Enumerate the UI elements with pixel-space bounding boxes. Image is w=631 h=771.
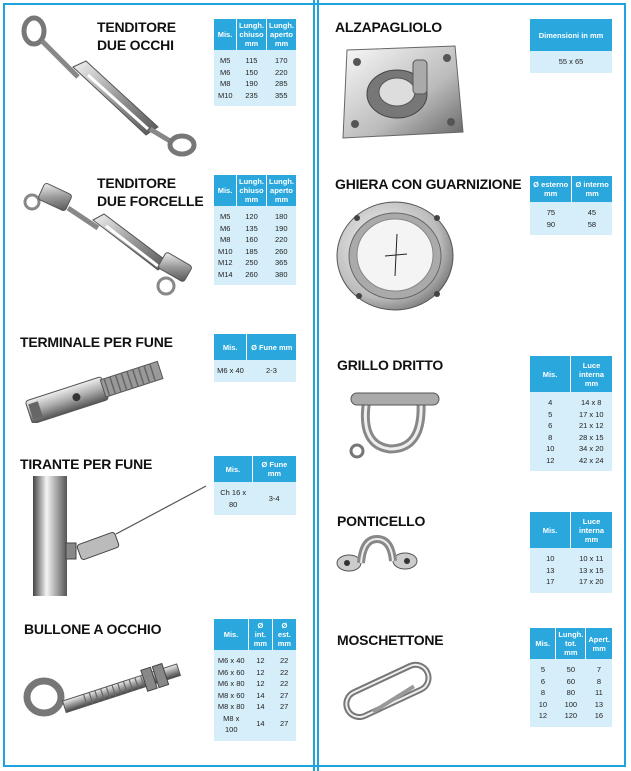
spec-table: Mis. Luce interna mm 4 14 x 8 5 17 x 10 6 21 x 12 8 28 x 15 10 34 x 20 12 42 x 24 xyxy=(530,356,612,471)
table-row: 90 58 xyxy=(546,219,597,229)
table-row: 6 60 8 xyxy=(540,676,601,686)
turnbuckle-eye-eye-image xyxy=(18,15,198,160)
lifting-ring-hatch-image xyxy=(335,40,470,145)
swage-terminal-image xyxy=(15,358,170,423)
product-title: BULLONE A OCCHIO xyxy=(24,621,162,637)
table-row: 10 100 13 xyxy=(538,699,604,709)
product-title: TENDITORE DUE FORCELLE xyxy=(97,175,204,209)
table-row: M6 x 40 2-3 xyxy=(217,366,277,375)
spec-table: Mis. Ø Fune mm M6 x 40 2-3 xyxy=(214,334,296,382)
table-row: 55 x 65 xyxy=(558,57,584,66)
column-divider xyxy=(317,0,319,771)
table-row: Ch 16 x 80 3-4 xyxy=(220,488,280,509)
carabiner-snap-hook-image xyxy=(335,660,440,720)
spec-table: Mis. Luce interna mm 10 10 x 11 13 13 x 15 17 17 x 20 xyxy=(530,512,612,593)
table-row: M10 185 260 xyxy=(217,246,288,256)
table-row: 8 28 x 15 xyxy=(548,432,604,442)
spec-table: Mis. Ø int. mm Ø est. mm M6 x 40 12 22 M6 x 60 12 22 M6 x 80 12 22 M8 x 60 14 27 M8 x 80 14 27 M8 x 100 14 27 xyxy=(214,619,296,741)
table-row: M5 115 170 xyxy=(220,56,288,65)
table-row: M6 x 60 12 22 xyxy=(217,667,289,677)
product-title: TERMINALE PER FUNE xyxy=(20,334,173,350)
product-title: PONTICELLO xyxy=(337,513,426,529)
table-row: 6 21 x 12 xyxy=(548,421,604,430)
table-row: M6 x 80 12 22 xyxy=(217,679,289,688)
table-row: 13 13 x 15 xyxy=(546,565,604,575)
straight-shackle-image xyxy=(345,385,445,465)
product-title: TENDITORE DUE OCCHI xyxy=(97,19,176,53)
table-row: M6 x 40 12 22 xyxy=(217,656,289,665)
product-title: ALZAPAGLIOLO xyxy=(335,19,442,35)
product-title: GHIERA CON GUARNIZIONE xyxy=(335,176,522,192)
table-row: 12 42 x 24 xyxy=(546,455,604,465)
eye-bolt-image xyxy=(22,645,187,725)
product-title: TIRANTE PER FUNE xyxy=(20,456,153,472)
table-row: 10 10 x 11 xyxy=(546,554,604,563)
spec-table: Dimensioni in mm 55 x 65 xyxy=(530,19,612,73)
spec-table: Mis. Lungh. chiuso mm Lungh. aperto mm M5 115 170 M6 150 220 M8 190 285 M10 235 355 xyxy=(214,19,296,106)
product-title: GRILLO DRITTO xyxy=(337,357,444,373)
table-row: 10 34 x 20 xyxy=(546,444,604,453)
product-title: MOSCHETTONE xyxy=(337,632,444,648)
table-row: 12 120 16 xyxy=(538,711,604,720)
table-row: M6 135 190 xyxy=(220,223,288,233)
spec-table: Ø esterno mm Ø interno mm 75 45 90 58 xyxy=(530,176,612,235)
table-row: M14 260 380 xyxy=(217,269,288,279)
table-row: M8 160 220 xyxy=(220,235,288,244)
column-divider xyxy=(313,0,315,771)
deck-ring-with-gasket-image xyxy=(333,200,458,315)
table-row: 4 14 x 8 xyxy=(548,398,602,407)
table-row: M12 250 365 xyxy=(217,258,288,267)
table-row: M5 120 180 xyxy=(220,212,288,221)
table-row: 5 50 7 xyxy=(540,665,601,674)
table-row: 5 17 x 10 xyxy=(548,409,604,419)
table-row: M6 150 220 xyxy=(220,67,288,77)
table-row: 17 17 x 20 xyxy=(546,577,604,586)
table-row: M8 x 100 14 27 xyxy=(223,713,289,734)
spec-table: Mis. Lungh. chiuso mm Lungh. aperto mm M5 120 180 M6 135 190 M8 160 220 M10 185 260 M12 250 365 M14 260 380 xyxy=(214,175,296,285)
table-row: M10 235 355 xyxy=(217,90,288,100)
wire-tensioner-image xyxy=(28,476,208,596)
table-row: M8 x 60 14 27 xyxy=(217,690,289,700)
pad-eye-bridge-image xyxy=(335,535,420,580)
table-row: 75 45 xyxy=(546,208,597,217)
table-row: 8 80 11 xyxy=(540,688,603,697)
turnbuckle-jaw-jaw-image xyxy=(18,180,198,305)
spec-table: Mis. Ø Fune mm Ch 16 x 80 3-4 xyxy=(214,456,296,515)
spec-table: Mis. Lungh. tot. mm Apert. mm 5 50 7 6 60 8 8 80 11 10 100 13 12 120 16 xyxy=(530,628,612,727)
table-row: M8 190 285 xyxy=(220,79,288,88)
table-row: M8 x 80 14 27 xyxy=(217,702,289,711)
